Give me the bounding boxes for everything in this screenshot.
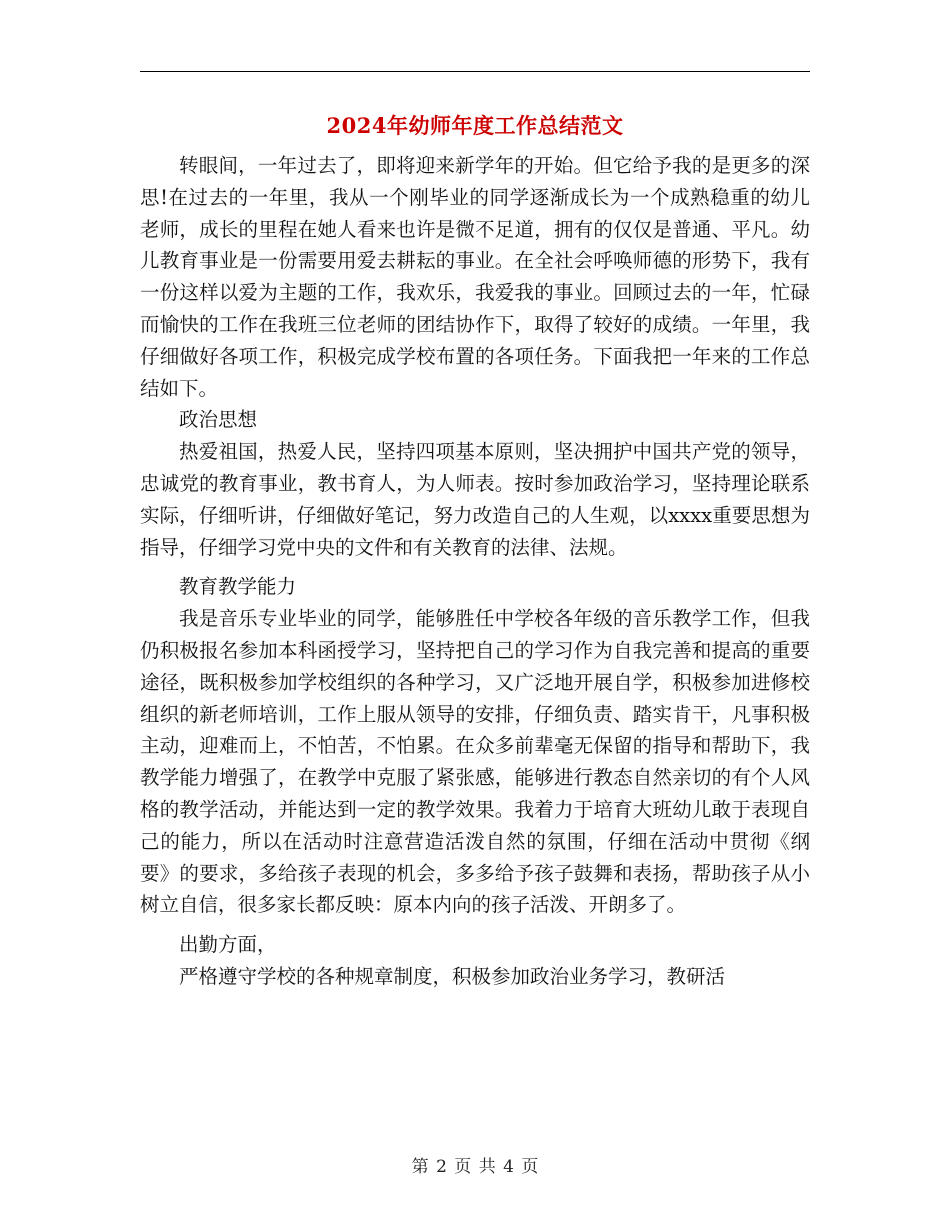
paragraph-attendance: 严格遵守学校的各种规章制度，积极参加政治业务学习，教研活 (179, 964, 726, 988)
document-body (140, 150, 810, 993)
page-footer: 第 2 页 共 4 页 (411, 1157, 539, 1177)
section-heading-politics: 政治思想 (179, 408, 258, 432)
header-rule (140, 71, 810, 72)
paragraph-teaching: 我是音乐专业毕业的同学，能够胜任中学校各年级的音乐教学工作，但我仍积极报名参加本科函授学习，坚持把自己的学习作为自我完善和提高的重要途径，既积极参加学校组织的各种学习，又广泛地开展自学，积极参加进修校组织的新老师培训，工作上服从领导的安排，仔细负责、踏实肯干，凡事积极主动，迎难而上，不怕苦，不怕累。在众多前辈毫无保留的指导和帮助下，我教学能力增强了，在教学中克服了紧张感，能够进行教态自然亲切的有个人风格的教学活动，并能达到一定的教学效果。我着力于培育大班幼儿敢于表现自己的能力，所以在活动时注意营造活泼自然的氛围，仔细在活动中贯彻《纲要》的要求，多给孩子表现的机会，多多给予孩子鼓舞和表扬，帮助孩子从小树立自信，很多家长都反映：原本内向的孩子活泼、开朗多了。 (140, 607, 810, 917)
paragraph-intro: 转眼间，一年过去了，即将迎来新学年的开始。但它给予我的是更多的深思!在过去的一年里，我从一个刚毕业的同学逐渐成长为一个成熟稳重的幼儿老师，成长的里程在她人看来也许是微不足道，拥有的仅仅是普通、平凡。幼儿教育事业是一份需要用爱去耕耘的事业。在全社会呼唤师德的形势下，我有一份这样以爱为主题的工作，我欢乐，我爱我的事业。回顾过去的一年，忙碌而愉快的工作在我班三位老师的团结协作下，取得了较好的成绩。一年里，我仔细做好各项工作，积极完成学校布置的各项任务。下面我把一年来的工作总结如下。 (140, 154, 810, 400)
paragraph-politics: 热爱祖国，热爱人民，坚持四项基本原则，坚决拥护中国共产党的领导，忠诚党的教育事业，教书育人，为人师表。按时参加政治学习，坚持理论联系实际，仔细听讲，仔细做好笔记，努力改造自己的人生观，以xxxx重要思想为指导，仔细学习党中央的文件和有关教育的法律、法规。 (140, 440, 810, 559)
section-heading-attendance: 出勤方面， (179, 933, 277, 957)
document-title: 2024年幼师年度工作总结范文 (326, 113, 624, 138)
section-heading-teaching: 教育教学能力 (179, 575, 297, 599)
